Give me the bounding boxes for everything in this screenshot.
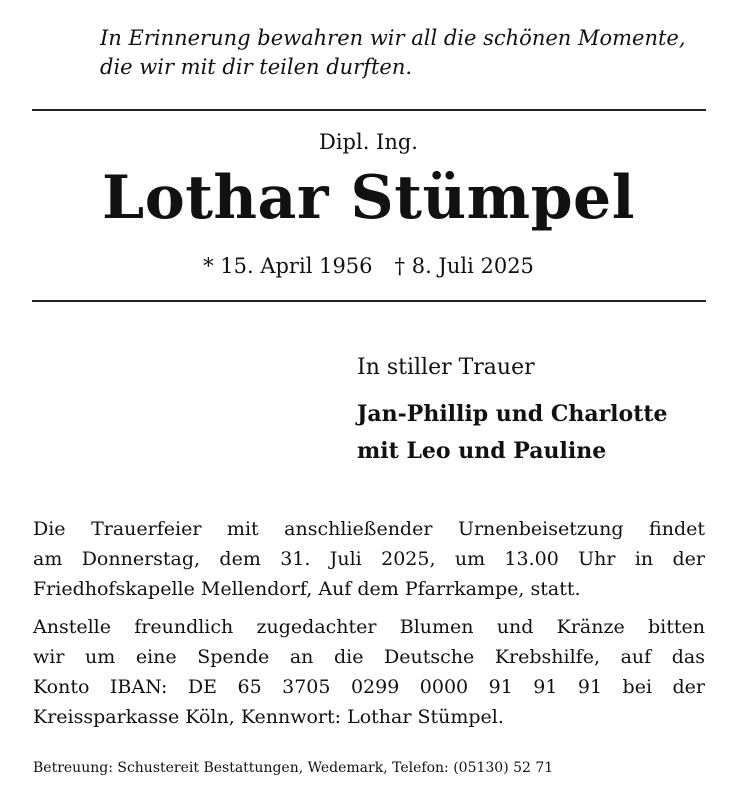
mourner-names xyxy=(357,396,668,470)
mourning-intro: In stiller Trauer xyxy=(357,355,535,380)
donation-line-1: Anstelle freundlich zugedachter Blumen und Kränze bitten xyxy=(33,616,705,638)
death-date: † 8. Juli 2025 xyxy=(394,254,534,278)
quote-line-1: In Erinnerung bewahren wir all die schönen Momente, xyxy=(100,26,686,50)
funeral-home-footer: Betreuung: Schustereit Bestattungen, Wedemark, Telefon: (05130) 52 71 xyxy=(33,760,554,776)
memorial-quote xyxy=(100,24,720,82)
ceremony-line-1: Die Trauerfeier mit anschließender Urnenbeisetzung findet xyxy=(33,518,705,540)
ceremony-line-3: Friedhofskapelle Mellendorf, Auf dem Pfarrkampe, statt. xyxy=(33,578,581,600)
deceased-name: Lothar Stümpel xyxy=(102,163,635,233)
quote-line-2: die wir mit dir teilen durften. xyxy=(100,55,413,79)
academic-title: Dipl. Ing. xyxy=(318,130,418,154)
donation-paragraph xyxy=(33,612,705,732)
life-dates xyxy=(0,254,737,278)
mourner-line-1: Jan-Phillip und Charlotte xyxy=(357,401,668,427)
ceremony-paragraph xyxy=(33,514,705,604)
donation-line-3: Konto IBAN: DE 65 3705 0299 0000 91 91 91 bei der xyxy=(33,676,705,698)
donation-line-2: wir um eine Spende an die Deutsche Krebshilfe, auf das xyxy=(33,646,705,668)
birth-date: * 15. April 1956 xyxy=(203,254,373,278)
mourner-line-2: mit Leo und Pauline xyxy=(357,438,607,464)
ceremony-line-2: am Donnerstag, dem 31. Juli 2025, um 13.00 Uhr in der xyxy=(33,548,705,570)
bottom-divider xyxy=(32,300,706,302)
donation-line-4: Kreissparkasse Köln, Kennwort: Lothar Stümpel. xyxy=(33,706,504,728)
top-divider xyxy=(32,109,706,111)
